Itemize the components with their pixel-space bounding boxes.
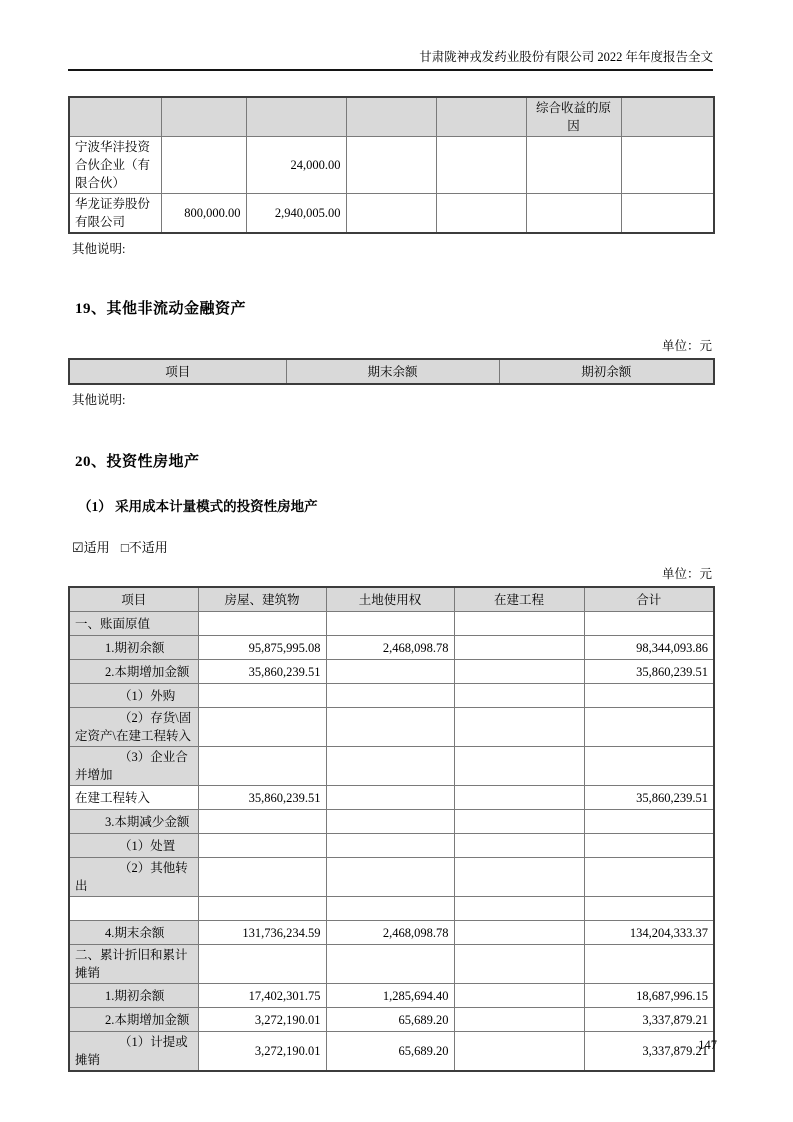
table-header-row — [69, 97, 714, 137]
value-cell — [198, 858, 326, 897]
row-label-cell: 1.期初余额 — [69, 984, 198, 1008]
value-cell: 17,402,301.75 — [198, 984, 326, 1008]
value-cell — [454, 810, 584, 834]
header-title: 甘肃陇神戎发药业股份有限公司 2022 年年度报告全文 — [419, 50, 713, 64]
value-cell: 3,337,879.21 — [584, 1032, 714, 1072]
value-cell — [454, 945, 584, 984]
value-cell — [326, 786, 454, 810]
value-cell — [454, 708, 584, 747]
applicable-checked-checkbox: ☑适用 — [72, 540, 110, 555]
row-label-cell: 3.本期减少金额 — [69, 810, 198, 834]
value-cell: 2,940,005.00 — [246, 194, 346, 234]
value-cell — [454, 684, 584, 708]
value-cell — [346, 137, 436, 194]
value-cell — [198, 834, 326, 858]
value-cell — [326, 834, 454, 858]
value-cell — [584, 684, 714, 708]
investment-property-table — [68, 586, 715, 1072]
section-20-heading: 20、投资性房地产 — [75, 454, 200, 470]
row-label-cell: 4.期末余额 — [69, 921, 198, 945]
value-cell — [436, 194, 526, 234]
value-cell: 35,860,239.51 — [584, 786, 714, 810]
table-row — [69, 684, 714, 708]
other-noncurrent-financial-assets-table — [68, 358, 715, 385]
table-row — [69, 1032, 714, 1072]
table-row — [69, 194, 714, 234]
value-cell — [584, 810, 714, 834]
row-label-cell: （1）处置 — [69, 834, 198, 858]
value-cell: 35,860,239.51 — [198, 660, 326, 684]
table-row — [69, 660, 714, 684]
value-cell — [326, 747, 454, 786]
value-cell: 134,204,333.37 — [584, 921, 714, 945]
other-note: 其他说明: — [72, 393, 126, 407]
value-cell — [454, 897, 584, 921]
header-rule — [68, 69, 713, 71]
column-header — [436, 97, 526, 137]
row-label-cell: 1.期初余额 — [69, 636, 198, 660]
value-cell — [454, 612, 584, 636]
section-19-heading: 19、其他非流动金融资产 — [75, 301, 247, 317]
value-cell — [198, 708, 326, 747]
column-header — [69, 97, 161, 137]
row-label-cell: （3）企业合并增加 — [69, 747, 198, 786]
column-header-comprehensive-income-reason: 综合收益的原因 — [526, 97, 621, 137]
table-row — [69, 921, 714, 945]
value-cell — [326, 660, 454, 684]
row-label-cell: 在建工程转入 — [69, 786, 198, 810]
value-cell — [198, 945, 326, 984]
page-header — [68, 47, 713, 65]
value-cell: 2,468,098.78 — [326, 921, 454, 945]
table-row — [69, 1008, 714, 1032]
investment-income-continued-table — [68, 96, 715, 234]
other-note: 其他说明: — [72, 242, 126, 256]
value-cell — [526, 194, 621, 234]
row-label-cell: 二、累计折旧和累计摊销 — [69, 945, 198, 984]
value-cell: 3,337,879.21 — [584, 1008, 714, 1032]
value-cell — [198, 810, 326, 834]
value-cell — [346, 194, 436, 234]
row-label-cell: （1）外购 — [69, 684, 198, 708]
row-label-cell — [69, 897, 198, 921]
unit-label: 单位：元 — [661, 567, 712, 581]
table-header-row — [69, 359, 714, 384]
column-header-land-use-rights: 土地使用权 — [326, 587, 454, 612]
value-cell — [621, 137, 714, 194]
entity-name-cell: 宁波华沣投资合伙企业（有限合伙） — [69, 137, 161, 194]
value-cell — [326, 945, 454, 984]
table-row — [69, 984, 714, 1008]
value-cell — [584, 612, 714, 636]
value-cell — [454, 636, 584, 660]
row-label-cell: 2.本期增加金额 — [69, 660, 198, 684]
value-cell: 3,272,190.01 — [198, 1008, 326, 1032]
value-cell — [454, 984, 584, 1008]
row-label-cell: 一、账面原值 — [69, 612, 198, 636]
value-cell — [584, 945, 714, 984]
table-row — [69, 786, 714, 810]
value-cell — [326, 708, 454, 747]
value-cell — [326, 810, 454, 834]
value-cell: 95,875,995.08 — [198, 636, 326, 660]
value-cell — [326, 612, 454, 636]
value-cell — [454, 786, 584, 810]
column-header-item: 项目 — [69, 587, 198, 612]
table-row — [69, 897, 714, 921]
value-cell — [161, 137, 246, 194]
value-cell: 65,689.20 — [326, 1032, 454, 1072]
value-cell — [198, 684, 326, 708]
table-row — [69, 747, 714, 786]
column-header-beginning-balance: 期初余额 — [499, 359, 714, 384]
value-cell — [584, 747, 714, 786]
column-header — [346, 97, 436, 137]
value-cell: 35,860,239.51 — [198, 786, 326, 810]
column-header-total: 合计 — [584, 587, 714, 612]
entity-name-cell: 华龙证券股份有限公司 — [69, 194, 161, 234]
unit-label: 单位：元 — [661, 339, 712, 353]
table-row — [69, 708, 714, 747]
column-header-ending-balance: 期末余额 — [286, 359, 499, 384]
value-cell — [198, 747, 326, 786]
column-header — [161, 97, 246, 137]
column-header — [621, 97, 714, 137]
value-cell — [454, 1008, 584, 1032]
row-label-cell: 2.本期增加金额 — [69, 1008, 198, 1032]
value-cell — [584, 708, 714, 747]
value-cell: 35,860,239.51 — [584, 660, 714, 684]
value-cell — [454, 747, 584, 786]
row-label-cell: （1）计提或摊销 — [69, 1032, 198, 1072]
value-cell — [326, 858, 454, 897]
value-cell — [326, 897, 454, 921]
row-label-cell: （2）其他转出 — [69, 858, 198, 897]
value-cell: 131,736,234.59 — [198, 921, 326, 945]
value-cell — [198, 612, 326, 636]
value-cell: 98,344,093.86 — [584, 636, 714, 660]
value-cell — [584, 858, 714, 897]
column-header-buildings: 房屋、建筑物 — [198, 587, 326, 612]
value-cell — [526, 137, 621, 194]
row-label-cell: （2）存货\固定资产\在建工程转入 — [69, 708, 198, 747]
value-cell: 18,687,996.15 — [584, 984, 714, 1008]
table-row — [69, 636, 714, 660]
value-cell: 3,272,190.01 — [198, 1032, 326, 1072]
value-cell — [326, 684, 454, 708]
table-row — [69, 810, 714, 834]
value-cell: 800,000.00 — [161, 194, 246, 234]
value-cell — [584, 897, 714, 921]
table-row — [69, 612, 714, 636]
value-cell — [621, 194, 714, 234]
not-applicable-checkbox: □不适用 — [120, 540, 168, 555]
applicability-line — [72, 537, 713, 556]
value-cell: 2,468,098.78 — [326, 636, 454, 660]
value-cell: 65,689.20 — [326, 1008, 454, 1032]
column-header-item: 项目 — [69, 359, 286, 384]
table-row — [69, 834, 714, 858]
value-cell — [454, 1032, 584, 1072]
value-cell — [454, 660, 584, 684]
value-cell — [198, 897, 326, 921]
table-row — [69, 858, 714, 897]
value-cell — [436, 137, 526, 194]
page-content — [68, 96, 713, 1072]
value-cell: 1,285,694.40 — [326, 984, 454, 1008]
page-number: 147 — [698, 1038, 717, 1052]
table-row — [69, 137, 714, 194]
value-cell — [454, 921, 584, 945]
value-cell — [584, 834, 714, 858]
column-header-construction-in-progress: 在建工程 — [454, 587, 584, 612]
table-row — [69, 945, 714, 984]
table-header-row — [69, 587, 714, 612]
column-header — [246, 97, 346, 137]
value-cell: 24,000.00 — [246, 137, 346, 194]
value-cell — [454, 834, 584, 858]
section-20-subheading: （1） 采用成本计量模式的投资性房地产 — [78, 499, 318, 514]
value-cell — [454, 858, 584, 897]
